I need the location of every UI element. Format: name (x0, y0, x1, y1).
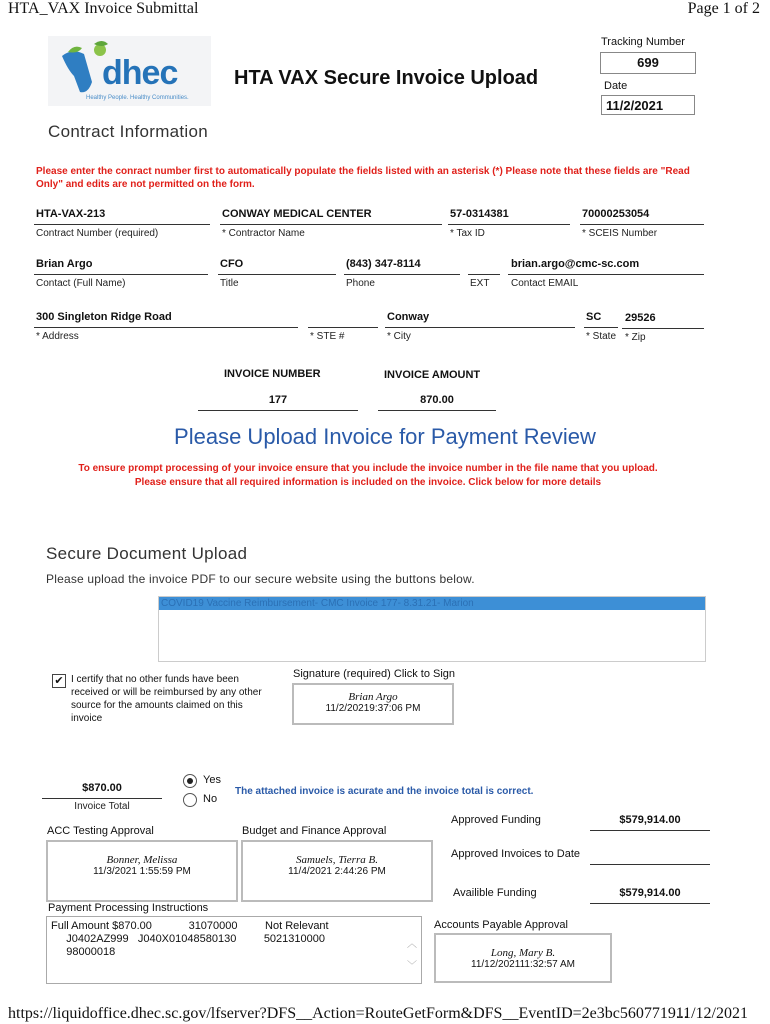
ap-approver-name: Long, Mary B. (490, 947, 556, 959)
zip-value: 29526 (625, 312, 656, 324)
contractor-name-value: CONWAY MEDICAL CENTER (222, 208, 372, 220)
scroll-down-icon[interactable]: ﹀ (407, 961, 417, 972)
contractor-name-label: * Contractor Name (222, 228, 305, 239)
approved-to-date-label: Approved Invoices to Date (451, 848, 581, 860)
uploaded-files-list[interactable] (158, 596, 706, 662)
invoice-amount-label: INVOICE AMOUNT (384, 369, 481, 381)
tax-id-line (448, 224, 570, 225)
payment-line-2: J0402AZ999 J040X01048580130 5021310000 (51, 933, 325, 945)
no-label: No (203, 793, 218, 805)
acc-approval-label: ACC Testing Approval (47, 825, 154, 837)
signature-date: 11/2/20219:37:06 PM (325, 703, 421, 714)
tracking-number-field[interactable]: 699 (600, 52, 696, 74)
invoice-total-line (42, 798, 162, 799)
sceis-number-line (580, 224, 704, 225)
yes-radio[interactable] (183, 774, 197, 788)
footer-url[interactable]: https://liquidoffice.dhec.sc.gov/lfserver?DFS__Action=RouteGetForm&DFS__EventID=2e3bc5607719... (8, 1005, 688, 1022)
footer-date: 11/12/2021 (675, 1005, 748, 1022)
print-header-title: HTA_VAX Invoice Submittal (8, 0, 199, 17)
ext-label: EXT (470, 278, 490, 289)
upload-notice-1: To ensure prompt processing of your invoice ensure that you include the invoice number in the file name that you upload. (78, 463, 658, 474)
signature-box[interactable] (292, 683, 454, 725)
city-value: Conway (387, 311, 430, 323)
zip-label: * Zip (625, 332, 646, 343)
acc-approval-date: 11/3/2021 1:55:59 PM (93, 866, 191, 877)
certify-checkbox[interactable]: ✔ (52, 674, 66, 688)
available-funding-label: Availible Funding (453, 887, 537, 899)
address-label: * Address (36, 331, 79, 342)
yes-label: Yes (203, 774, 221, 786)
upload-heading: Please Upload Invoice for Payment Review (174, 424, 596, 449)
phone-value[interactable]: (843) 347-8114 (346, 258, 421, 270)
address-value: 300 Singleton Ridge Road (36, 311, 172, 323)
available-funding-value: $579,914.00 (619, 887, 681, 899)
sceis-number-label: * SCEIS Number (582, 228, 658, 239)
invoice-total-value[interactable]: $870.00 (82, 782, 122, 794)
payment-instructions-textarea[interactable] (46, 916, 422, 984)
invoice-number-line (198, 410, 358, 411)
uploaded-file-item[interactable]: COVID19 Vaccine Reimbursement- CMC Invoice 177- 8.31.21- Marion (159, 597, 705, 610)
ap-approval-box[interactable] (434, 933, 612, 983)
invoice-amount-line (378, 410, 496, 411)
dhec-logo (48, 36, 211, 106)
budget-approver-name: Samuels, Tierra B. (296, 854, 378, 866)
accuracy-statement: The attached invoice is acurate and the invoice total is correct. (235, 786, 534, 797)
page-number: Page 1 of 2 (687, 0, 760, 17)
scroll-up-icon[interactable]: ︿ (407, 939, 417, 950)
phone-label: Phone (346, 278, 375, 289)
approved-funding-label: Approved Funding (451, 814, 541, 826)
upload-notice-2[interactable]: Please ensure that all required information is included on the invoice. Click below for more details (134, 477, 602, 488)
budget-approval-label: Budget and Finance Approval (242, 825, 387, 837)
no-radio[interactable] (183, 793, 197, 807)
email-label: Contact EMAIL (511, 278, 579, 289)
title-value[interactable]: CFO (220, 258, 244, 270)
ste-label: * STE # (310, 331, 345, 342)
title-label: Title (220, 278, 239, 289)
contact-name-label: Contact (Full Name) (36, 278, 126, 289)
contact-name-value[interactable]: Brian Argo (36, 258, 93, 270)
approved-funding-line (590, 830, 710, 831)
secure-upload-heading: Secure Document Upload (46, 544, 248, 563)
secure-upload-instructions: Please upload the invoice PDF to our secure website using the buttons below. (46, 572, 475, 586)
budget-approval-date: 11/4/2021 2:44:26 PM (288, 866, 386, 877)
phone-line (344, 274, 460, 275)
tracking-number-label: Tracking Number (601, 36, 685, 48)
payment-line-1: Full Amount $870.00 31070000 Not Relevant (51, 920, 329, 932)
invoice-total-label: Invoice Total (74, 801, 130, 812)
tax-id-value: 57-0314381 (450, 208, 509, 220)
logo-wordmark: dhec (102, 54, 178, 92)
city-line (385, 327, 575, 328)
invoice-number-value[interactable]: 177 (268, 394, 288, 406)
zip-line (622, 328, 704, 329)
contract-number-value[interactable]: HTA-VAX-213 (36, 208, 106, 220)
contract-number-label: Contract Number (required) (36, 228, 159, 239)
email-line (508, 274, 704, 275)
contractor-name-line (220, 224, 442, 225)
available-funding-line (590, 903, 710, 904)
payment-line-3: 98000018 (51, 946, 116, 958)
approved-to-date-line (590, 864, 710, 865)
ap-approval-date: 11/12/202111:32:57 AM (471, 959, 575, 970)
date-field[interactable]: 11/2/2021 (601, 95, 695, 115)
email-value[interactable]: brian.argo@cmc-sc.com (511, 258, 640, 270)
invoice-amount-value[interactable]: 870.00 (420, 394, 454, 406)
state-line (584, 327, 618, 328)
contact-name-line (34, 274, 208, 275)
title-line (218, 274, 336, 275)
sceis-number-value: 70000253054 (582, 208, 650, 220)
certify-text: I certify that no other funds have been received or will be reimbursed by any other source for the amounts claimed on this invoice (71, 674, 262, 724)
ap-approval-label: Accounts Payable Approval (434, 919, 568, 931)
contract-information-heading: Contract Information (48, 122, 209, 141)
city-label: * City (387, 331, 411, 342)
contract-number-line (34, 224, 210, 225)
state-label: * State (586, 331, 617, 342)
signature-name: Brian Argo (348, 691, 398, 703)
date-label: Date (604, 80, 628, 92)
form-title: HTA VAX Secure Invoice Upload (234, 67, 539, 89)
acc-approver-name: Bonner, Melissa (106, 854, 178, 866)
signature-label: Signature (required) Click to Sign (293, 668, 456, 680)
invoice-number-label: INVOICE NUMBER (224, 368, 321, 380)
address-line (34, 327, 298, 328)
payment-instructions-label: Payment Processing Instructions (48, 902, 209, 914)
ext-line (468, 274, 500, 275)
state-value: SC (586, 311, 602, 323)
approved-funding-value: $579,914.00 (619, 814, 681, 826)
acc-approval-box[interactable] (46, 840, 238, 902)
logo-tagline: Healthy People. Healthy Communities. (86, 95, 189, 101)
ste-line (308, 327, 378, 328)
contract-notice: Please enter the conract number first to automatically populate the fields listed with an asterisk (*) Please note that these fields are "Read Only" and edits are not permitted on the form. (36, 166, 690, 190)
tax-id-label: * Tax ID (450, 228, 485, 239)
budget-approval-box[interactable] (241, 840, 433, 902)
